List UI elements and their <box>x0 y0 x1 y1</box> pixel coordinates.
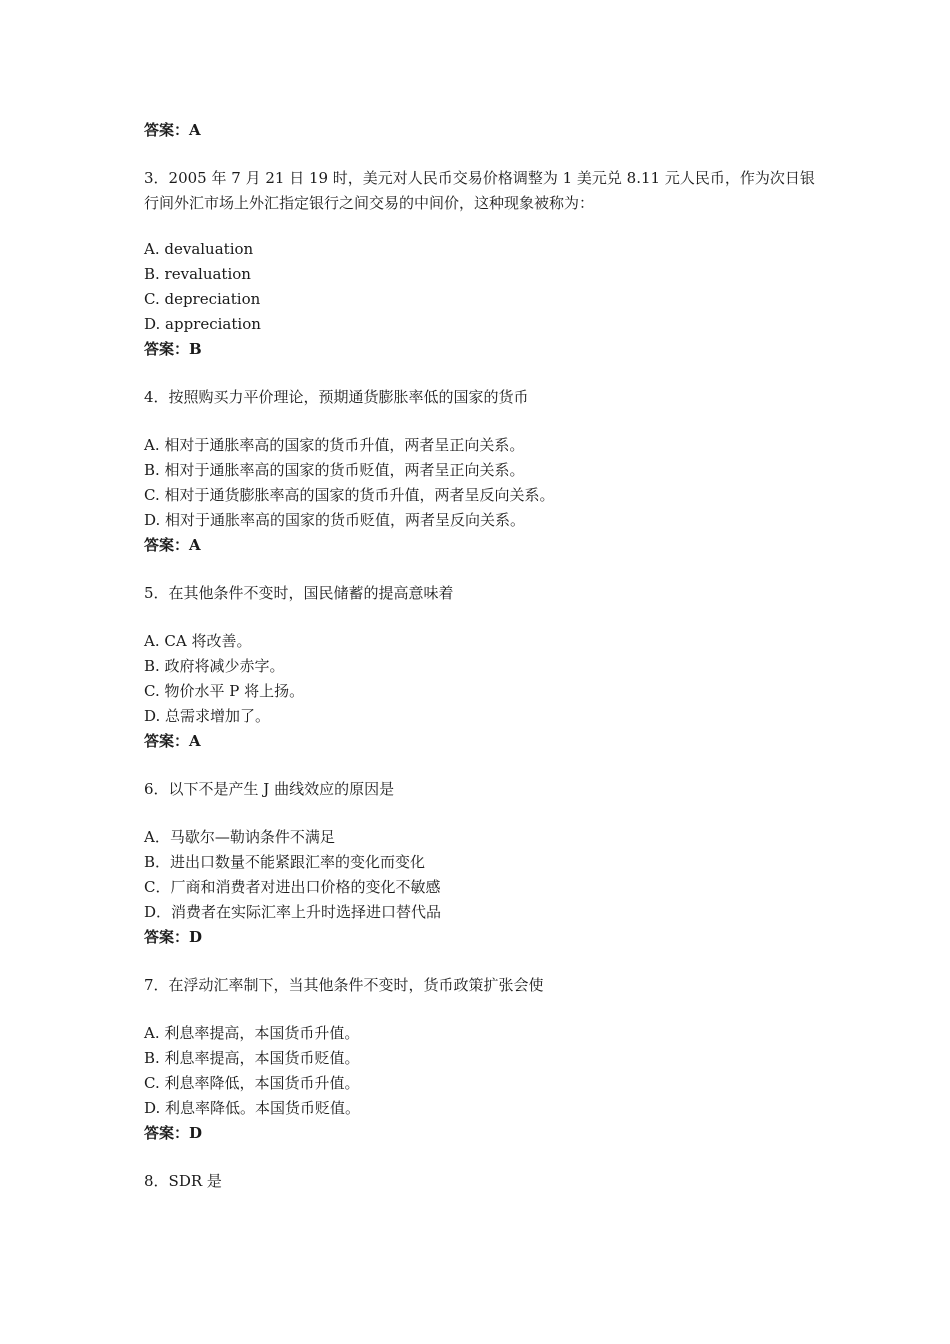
option-b: B. revaluation <box>144 265 251 283</box>
answer-value: A <box>189 121 201 139</box>
option-d: D. 相对于通胀率高的国家的货币贬值，两者呈反向关系。 <box>144 511 526 529</box>
option-d: D. appreciation <box>144 315 261 333</box>
document-page <box>144 118 824 1194</box>
answer-line: 答案：D <box>144 928 203 946</box>
question-stem: 3．2005 年 7 月 21 日 19 时，美元对人民币交易价格调整为 1 美元兑 8.11 元人民币，作为次日银行间外汇市场上外汇指定银行之间交易的中间价，这种现象被称为： <box>144 169 815 212</box>
option-d: D. 利息率降低。本国货币贬值。 <box>144 1099 361 1117</box>
option-a: A. 相对于通胀率高的国家的货币升值，两者呈正向关系。 <box>144 436 525 454</box>
answer-line: 答案：D <box>144 1124 203 1142</box>
question-stem: 6．以下不是产生 J 曲线效应的原因是 <box>144 780 395 798</box>
option-c: C. depreciation <box>144 290 261 308</box>
answer-value: A <box>189 732 201 750</box>
option-b: B. 相对于通胀率高的国家的货币贬值，两者呈正向关系。 <box>144 461 525 479</box>
option-d: D. 总需求增加了。 <box>144 707 271 725</box>
answer-line: 答案：A <box>144 732 201 750</box>
question-stem: 8．SDR 是 <box>144 1172 222 1190</box>
answer-value: A <box>189 536 201 554</box>
option-b: B．进出口数量不能紧跟汇率的变化而变化 <box>144 853 426 871</box>
option-a: A．马歇尔—勒讷条件不满足 <box>144 828 335 846</box>
option-c: C. 利息率降低，本国货币升值。 <box>144 1074 360 1092</box>
answer-line: 答案：A <box>144 536 201 554</box>
option-a: A. CA 将改善。 <box>144 632 252 650</box>
option-d: D．消费者在实际汇率上升时选择进口替代品 <box>144 903 442 921</box>
option-c: C．厂商和消费者对进出口价格的变化不敏感 <box>144 878 441 896</box>
question-stem: 4．按照购买力平价理论，预期通货膨胀率低的国家的货币 <box>144 388 529 406</box>
answer-line: 答案：A <box>144 121 201 139</box>
question-stem: 5．在其他条件不变时，国民储蓄的提高意味着 <box>144 584 454 602</box>
answer-value: B <box>189 340 202 358</box>
option-b: B. 政府将减少赤字。 <box>144 657 285 675</box>
answer-line: 答案：B <box>144 340 202 358</box>
option-b: B. 利息率提高，本国货币贬值。 <box>144 1049 360 1067</box>
option-a: A. devaluation <box>144 240 254 258</box>
option-c: C. 物价水平 P 将上扬。 <box>144 682 305 700</box>
answer-value: D <box>189 928 203 946</box>
answer-value: D <box>189 1124 203 1142</box>
question-stem: 7．在浮动汇率制下，当其他条件不变时，货币政策扩张会使 <box>144 976 544 994</box>
option-a: A. 利息率提高，本国货币升值。 <box>144 1024 360 1042</box>
option-c: C. 相对于通货膨胀率高的国家的货币升值，两者呈反向关系。 <box>144 486 555 504</box>
